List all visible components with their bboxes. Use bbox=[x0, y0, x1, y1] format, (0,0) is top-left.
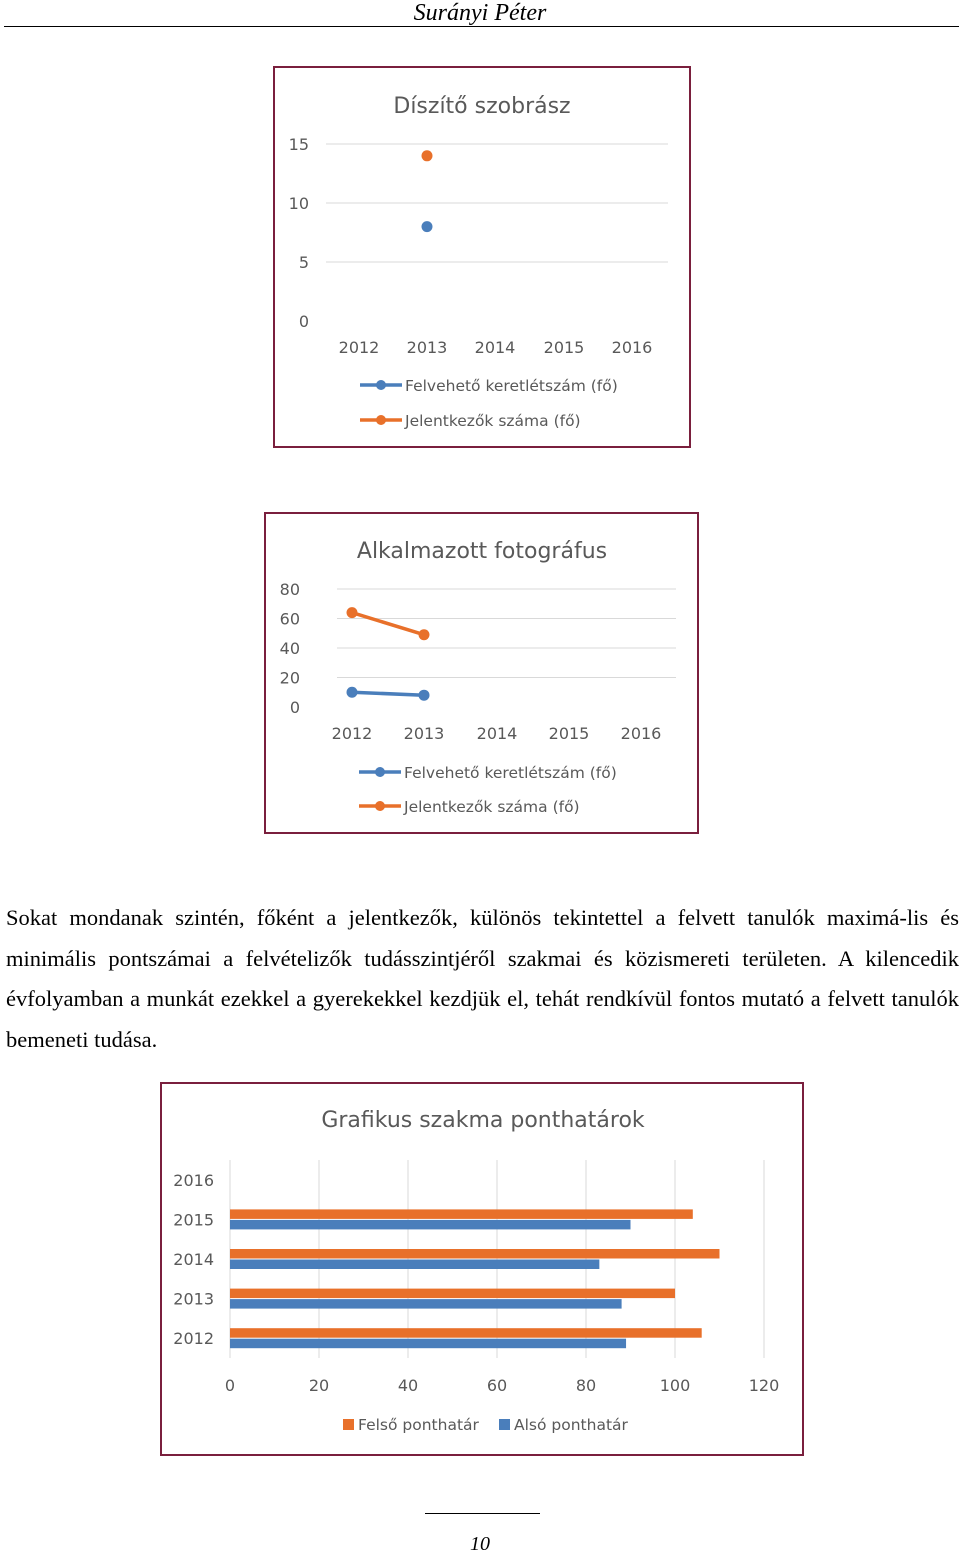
chart-title: Grafikus szakma ponthatárok bbox=[321, 1108, 645, 1133]
x-tick-label: 2016 bbox=[620, 724, 662, 743]
legend-label: Felvehető keretlétszám (fő) bbox=[405, 377, 618, 395]
y-tick-label: 2015 bbox=[173, 1210, 214, 1230]
legend-marker bbox=[375, 801, 385, 811]
legend-label: Felvehető keretlétszám (fő) bbox=[404, 764, 617, 782]
legend-swatch bbox=[499, 1419, 510, 1430]
legend-label: Jelentkezők száma (fő) bbox=[404, 798, 580, 816]
y-tick-label: 2016 bbox=[173, 1170, 214, 1190]
bar bbox=[230, 1299, 622, 1309]
y-tick-label: 15 bbox=[288, 135, 309, 154]
chart-3-svg bbox=[162, 1084, 802, 1454]
bar bbox=[230, 1209, 693, 1219]
x-tick-label: 20 bbox=[308, 1376, 330, 1395]
x-tick-label: 0 bbox=[224, 1376, 236, 1395]
y-tick-label: 5 bbox=[298, 253, 309, 272]
bar bbox=[230, 1328, 702, 1338]
running-header: Surányi Péter bbox=[413, 0, 547, 26]
legend-label: Felső ponthatár bbox=[358, 1416, 479, 1434]
legend-marker bbox=[376, 415, 386, 425]
x-tick-label: 2014 bbox=[476, 724, 518, 743]
y-tick-label: 60 bbox=[279, 609, 300, 629]
y-tick-label: 10 bbox=[288, 194, 309, 213]
bar bbox=[230, 1289, 675, 1299]
chart-2-svg bbox=[266, 514, 697, 832]
body-paragraph: Sokat mondanak szintén, főként a jelentkezők, különös tekintettel a felvett tanulók maximá-lis és minimális pontszámai a felvételizők tudásszintjéről szakmai és közismereti területen. A kilencedik évfolyamban a munkát ezekkel a gyerekekkel kezdjük el, tehát rendkívül fontos mutató a felvett tanulók bemeneti tudása. bbox=[6, 905, 959, 1053]
data-point bbox=[347, 607, 358, 618]
bar bbox=[230, 1260, 599, 1270]
chart-1-svg bbox=[275, 68, 689, 446]
y-tick-label: 40 bbox=[279, 639, 300, 658]
y-tick-label: 2013 bbox=[173, 1289, 214, 1309]
y-tick-label: 80 bbox=[279, 580, 300, 599]
x-tick-label: 60 bbox=[486, 1376, 508, 1395]
chart-alkalmazott-fotografus bbox=[264, 512, 699, 834]
x-tick-label: 2012 bbox=[338, 338, 380, 357]
chart-diszito-szobrasz bbox=[273, 66, 691, 448]
footer-rule bbox=[425, 1513, 540, 1514]
y-tick-label: 2014 bbox=[173, 1250, 214, 1269]
x-tick-label: 2013 bbox=[406, 338, 448, 357]
x-tick-label: 2015 bbox=[543, 338, 585, 357]
x-tick-label: 2013 bbox=[403, 724, 445, 743]
legend-marker bbox=[376, 380, 386, 390]
data-point bbox=[419, 690, 430, 701]
header-rule bbox=[4, 26, 959, 27]
y-tick-label: 2012 bbox=[173, 1329, 214, 1349]
y-tick-label: 0 bbox=[289, 698, 300, 717]
x-tick-label: 40 bbox=[397, 1376, 419, 1395]
bar bbox=[230, 1249, 720, 1259]
data-point bbox=[347, 687, 358, 698]
chart-title: Alkalmazott fotográfus bbox=[356, 539, 608, 564]
x-tick-label: 2015 bbox=[548, 724, 590, 743]
bar bbox=[230, 1339, 626, 1349]
y-tick-label: 20 bbox=[279, 668, 300, 688]
series-line bbox=[352, 613, 424, 635]
chart-title: Díszítő szobrász bbox=[393, 94, 571, 119]
legend-marker bbox=[375, 767, 385, 777]
y-tick-label: 0 bbox=[298, 312, 309, 331]
x-tick-label: 120 bbox=[748, 1376, 780, 1395]
data-point bbox=[422, 150, 433, 161]
x-tick-label: 100 bbox=[659, 1376, 691, 1395]
x-tick-label: 2012 bbox=[331, 724, 373, 743]
legend-label: Jelentkezők száma (fő) bbox=[405, 412, 581, 430]
chart-grafikus-ponthatarok bbox=[160, 1082, 804, 1456]
x-tick-label: 2014 bbox=[474, 338, 516, 357]
legend-swatch bbox=[343, 1419, 354, 1430]
x-tick-label: 80 bbox=[575, 1376, 597, 1395]
bar bbox=[230, 1220, 631, 1230]
page-number: 10 bbox=[470, 1533, 490, 1555]
x-tick-label: 2016 bbox=[611, 338, 653, 357]
data-point bbox=[419, 629, 430, 640]
data-point bbox=[422, 221, 433, 232]
legend-label: Alsó ponthatár bbox=[514, 1416, 628, 1434]
series-line bbox=[352, 692, 424, 695]
